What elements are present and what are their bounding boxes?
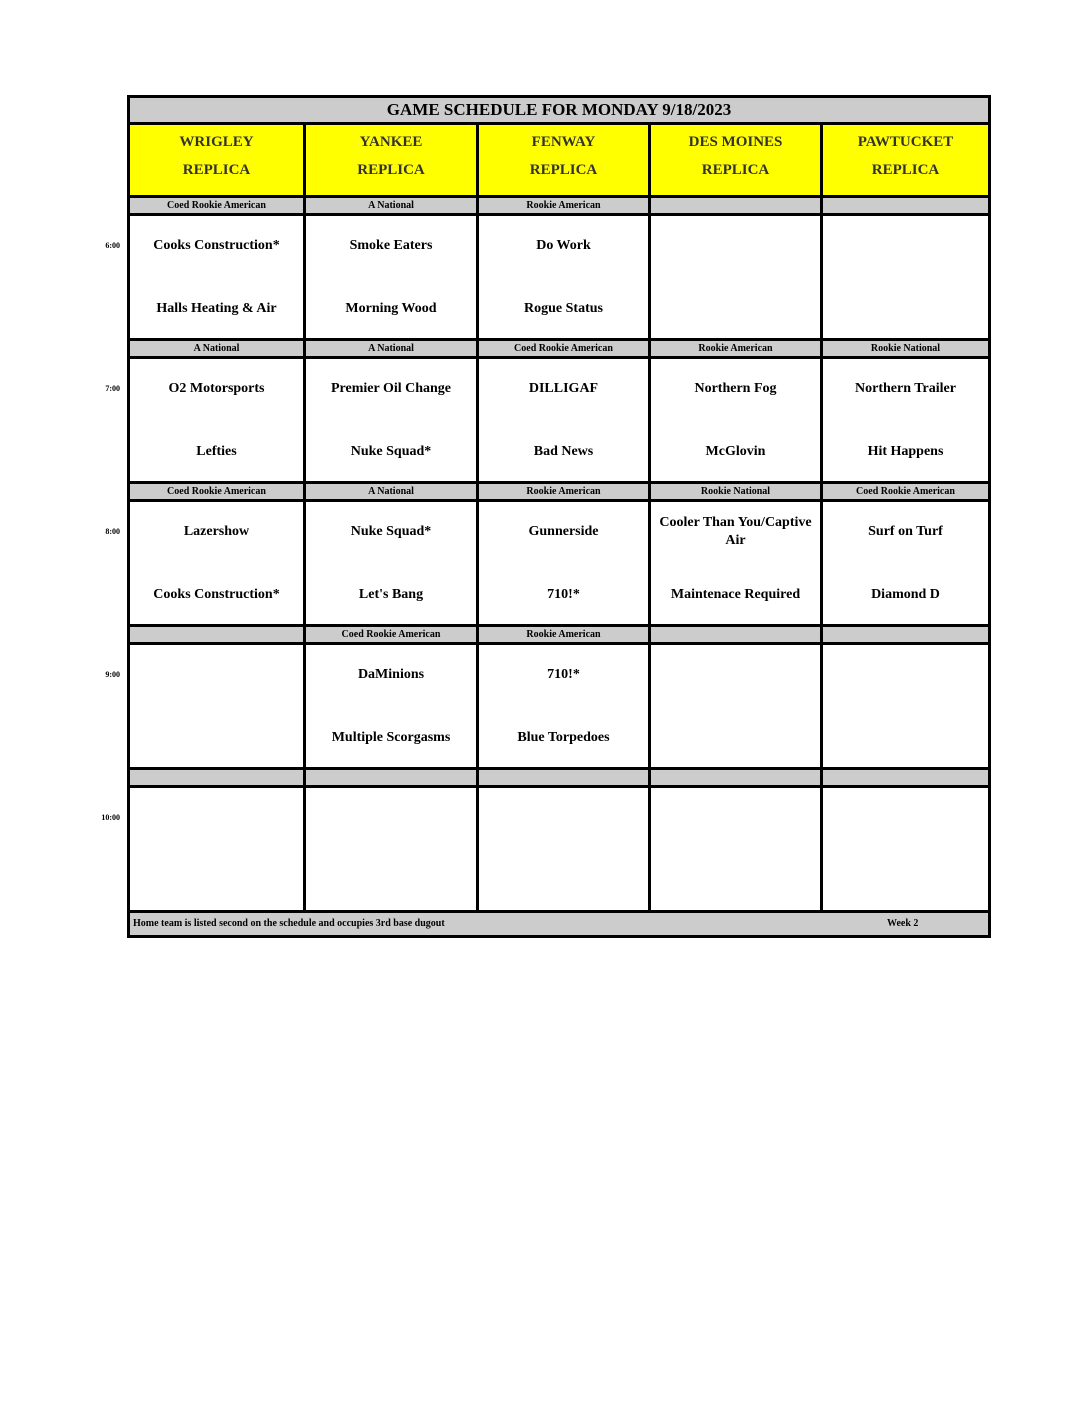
home-team: Morning Wood xyxy=(345,301,437,316)
division-label xyxy=(648,627,820,642)
game-cell xyxy=(303,216,476,338)
game-cell xyxy=(820,645,988,767)
game-cell xyxy=(648,502,820,624)
field-name: PAWTUCKET xyxy=(857,134,954,150)
division-label xyxy=(648,770,820,785)
game-row xyxy=(130,645,988,770)
field-name: YANKEE xyxy=(359,134,423,150)
game-cell xyxy=(820,216,988,338)
game-cell xyxy=(648,645,820,767)
away-team: Nuke Squad* xyxy=(350,524,432,539)
week-label: Week 2 xyxy=(887,918,919,929)
home-team: Hit Happens xyxy=(867,444,944,459)
away-team: Premier Oil Change xyxy=(330,381,452,396)
division-label: A National xyxy=(303,341,476,356)
division-row xyxy=(130,484,988,502)
division-label: Coed Rookie American xyxy=(476,341,648,356)
division-label xyxy=(820,198,988,213)
time-label: 10:00 xyxy=(101,813,120,822)
game-schedule-table xyxy=(127,95,991,938)
away-team: Cooks Construction* xyxy=(153,238,280,253)
away-team: Surf on Turf xyxy=(868,524,943,539)
game-cell xyxy=(820,788,988,910)
field-header xyxy=(476,125,648,195)
game-cell xyxy=(476,788,648,910)
away-team: Gunnerside xyxy=(528,524,599,539)
field-name: WRIGLEY xyxy=(179,134,254,150)
division-label: Coed Rookie American xyxy=(820,484,988,499)
away-team: Smoke Eaters xyxy=(349,238,433,253)
home-team-note: Home team is listed second on the schedule and occupies 3rd base dugout xyxy=(133,918,445,929)
away-team: Lazershow xyxy=(183,524,250,539)
home-team: Lefties xyxy=(196,444,237,459)
home-team: Halls Heating & Air xyxy=(156,301,277,316)
footer-row xyxy=(130,913,988,935)
division-row xyxy=(130,770,988,788)
home-team: Blue Torpedoes xyxy=(517,730,610,745)
game-cell xyxy=(648,788,820,910)
game-cell xyxy=(130,502,303,624)
division-label xyxy=(130,770,303,785)
division-label: A National xyxy=(303,198,476,213)
division-label: Rookie American xyxy=(476,627,648,642)
division-label xyxy=(130,627,303,642)
home-team: Multiple Scorgasms xyxy=(331,730,451,745)
division-label xyxy=(476,770,648,785)
field-name: DES MOINES xyxy=(688,134,783,150)
division-row xyxy=(130,198,988,216)
field-header xyxy=(648,125,820,195)
away-team: Northern Fog xyxy=(694,381,777,396)
away-team: DaMinions xyxy=(357,667,425,682)
division-label: Rookie American xyxy=(648,341,820,356)
field-subtitle: REPLICA xyxy=(357,162,425,178)
field-header-row xyxy=(130,125,988,198)
home-team: Diamond D xyxy=(871,587,940,602)
game-cell xyxy=(303,359,476,481)
time-label: 7:00 xyxy=(105,384,120,393)
game-row xyxy=(130,359,988,484)
field-header xyxy=(303,125,476,195)
field-subtitle: REPLICA xyxy=(701,162,770,178)
away-team: Cooler Than You/Captive Air xyxy=(659,515,812,548)
field-name: FENWAY xyxy=(531,134,596,150)
game-cell xyxy=(303,788,476,910)
division-row xyxy=(130,627,988,645)
game-cell xyxy=(130,216,303,338)
home-team: Nuke Squad* xyxy=(350,444,432,459)
game-cell xyxy=(648,359,820,481)
division-label xyxy=(820,770,988,785)
time-label: 8:00 xyxy=(105,527,120,536)
division-label: Coed Rookie American xyxy=(130,198,303,213)
division-label: Rookie National xyxy=(648,484,820,499)
time-label: 6:00 xyxy=(105,241,120,250)
field-subtitle: REPLICA xyxy=(871,162,940,178)
division-label xyxy=(648,198,820,213)
division-label: Rookie American xyxy=(476,484,648,499)
game-cell xyxy=(303,645,476,767)
division-label: A National xyxy=(130,341,303,356)
game-cell xyxy=(476,216,648,338)
field-subtitle: REPLICA xyxy=(182,162,251,178)
away-team: O2 Motorsports xyxy=(168,381,265,396)
home-team: Let's Bang xyxy=(358,587,424,602)
game-cell xyxy=(130,645,303,767)
game-cell xyxy=(476,645,648,767)
division-label: Rookie National xyxy=(820,341,988,356)
home-team: Cooks Construction* xyxy=(153,587,280,602)
division-label: Rookie American xyxy=(476,198,648,213)
home-team: Rogue Status xyxy=(524,301,603,316)
game-cell xyxy=(476,359,648,481)
division-row xyxy=(130,341,988,359)
home-team: Maintenace Required xyxy=(670,587,801,602)
game-cell xyxy=(303,502,476,624)
game-row xyxy=(130,216,988,341)
away-team: DILLIGAF xyxy=(528,381,599,396)
division-label xyxy=(820,627,988,642)
game-row xyxy=(130,788,988,913)
field-header xyxy=(130,125,303,195)
game-cell xyxy=(130,359,303,481)
game-cell xyxy=(476,502,648,624)
home-team: McGlovin xyxy=(705,444,766,459)
game-row xyxy=(130,502,988,627)
schedule-title: GAME SCHEDULE FOR MONDAY 9/18/2023 xyxy=(130,98,988,125)
field-subtitle: REPLICA xyxy=(529,162,598,178)
game-cell xyxy=(820,502,988,624)
division-label: A National xyxy=(303,484,476,499)
time-label: 9:00 xyxy=(105,670,120,679)
game-cell xyxy=(130,788,303,910)
field-header xyxy=(820,125,988,195)
division-label: Coed Rookie American xyxy=(130,484,303,499)
game-cell xyxy=(648,216,820,338)
home-team: 710!* xyxy=(547,587,580,602)
away-team: Northern Trailer xyxy=(855,381,956,396)
home-team: Bad News xyxy=(533,444,594,459)
game-cell xyxy=(820,359,988,481)
division-label xyxy=(303,770,476,785)
away-team: 710!* xyxy=(547,667,580,682)
away-team: Do Work xyxy=(536,238,591,253)
division-label: Coed Rookie American xyxy=(303,627,476,642)
